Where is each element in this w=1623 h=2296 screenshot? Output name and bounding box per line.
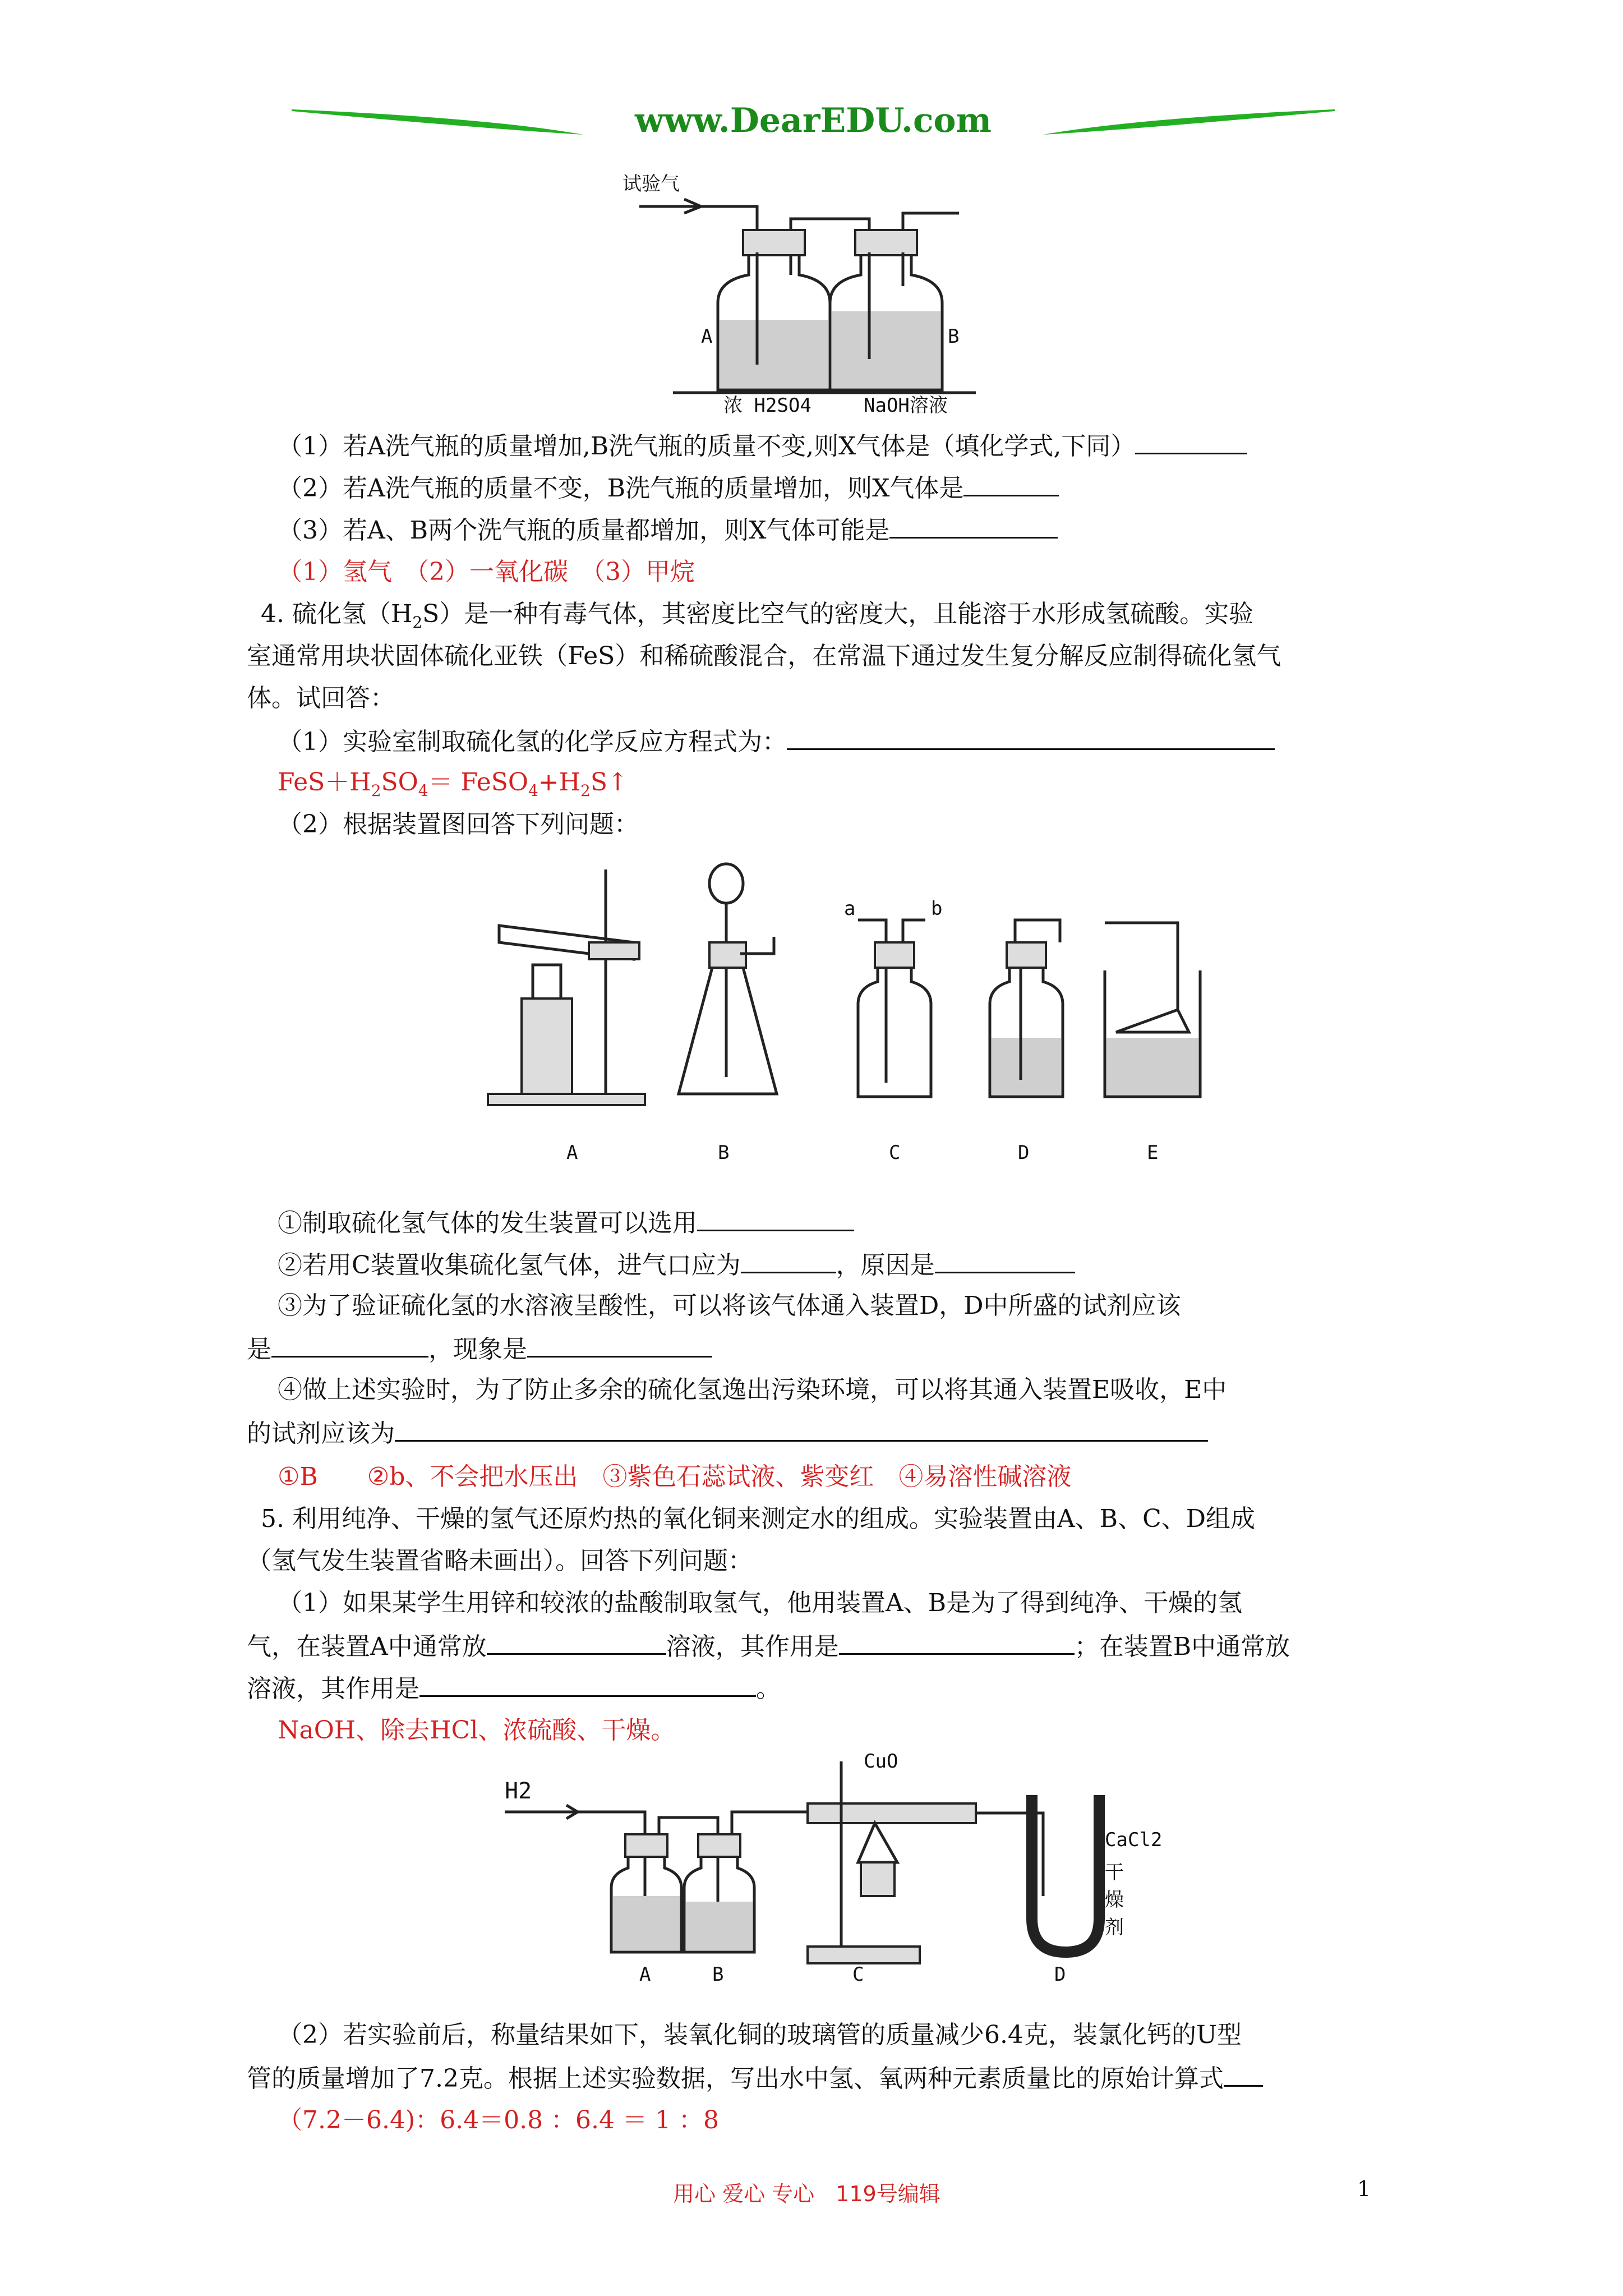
q3-blank-2[interactable] bbox=[963, 470, 1059, 496]
eq-sub-4: 2 bbox=[580, 781, 591, 800]
q4-intro-2: 室通常用块状固体硫化亚铁（FeS）和稀硫酸混合，在常温下通过发生复分解反应制得硫化氢气 bbox=[247, 642, 1281, 670]
q4-answer: ①B ②b、不会把水压出 ③紫色石蕊试液、紫变红 ④易溶性碱溶液 bbox=[278, 1462, 1072, 1491]
q5-p1-text-c: 溶液，其作用是 bbox=[666, 1632, 839, 1661]
q3-line-3 bbox=[278, 512, 1058, 547]
eq-b: SO bbox=[381, 768, 418, 797]
label-fig2-b: B bbox=[718, 1142, 730, 1164]
eq-e: S↑ bbox=[590, 768, 628, 797]
q5-intro-1: 5. 利用纯净、干燥的氢气还原灼热的氧化铜来测定水的组成。实验装置由A、B、C、D组成 bbox=[261, 1504, 1256, 1533]
q4-c3-cont bbox=[247, 1331, 712, 1366]
q5-blank-1[interactable] bbox=[487, 1628, 666, 1655]
q4-c4-cont bbox=[247, 1415, 1208, 1451]
q4-equation bbox=[278, 766, 628, 808]
eq-sub-3: 4 bbox=[528, 781, 538, 800]
label-fig3-b: B bbox=[712, 1963, 724, 1986]
q5-p1-text-f: 。 bbox=[756, 1674, 781, 1703]
q5-p2-text-b: 管的质量增加了7.2克。根据上述实验数据，写出水中氢、氧两种元素质量比的原始计算式 bbox=[247, 2064, 1224, 2093]
q4-c1-blank[interactable] bbox=[697, 1205, 854, 1231]
q5-intro-2: （氢气发生装置省略未画出）。回答下列问题： bbox=[247, 1547, 753, 1575]
q4-c3-blank-2[interactable] bbox=[527, 1331, 712, 1358]
q4-c4-text-b: 的试剂应该为 bbox=[247, 1419, 395, 1448]
q4-c2-text-a: ②若用C装置收集硫化氢气体，进气口应为 bbox=[278, 1251, 741, 1280]
caption-h2so4: 浓 H2SO4 bbox=[723, 394, 811, 417]
q4-c2-blank-1[interactable] bbox=[741, 1247, 836, 1273]
q4-part-2: （2）根据装置图回答下列问题： bbox=[278, 810, 639, 839]
label-fig2-c: C bbox=[889, 1142, 901, 1164]
q5-p1-text-e: 溶液，其作用是 bbox=[247, 1674, 419, 1703]
q3-line-1 bbox=[278, 428, 1247, 463]
label-bottle-a: A bbox=[701, 325, 713, 348]
q5-p1-a: （1）如果某学生用锌和较浓的盐酸制取氢气，他用装置A、B是为了得到纯净、干燥的氢 bbox=[278, 1589, 1243, 1617]
eq-d: +H bbox=[538, 768, 581, 797]
q4-part-1-text: （1）实验室制取硫化氢的化学反应方程式为： bbox=[278, 728, 787, 756]
q3-text-3: （3）若A、B两个洗气瓶的质量都增加，则X气体可能是 bbox=[278, 516, 890, 545]
caption-naoh: NaOH溶液 bbox=[864, 394, 948, 417]
q4-c4: ④做上述实验时，为了防止多余的硫化氢逸出污染环境，可以将其通入装置E吸收，E中 bbox=[278, 1375, 1227, 1404]
q4-c1 bbox=[278, 1205, 854, 1240]
figure-reduction-apparatus bbox=[494, 1750, 1163, 1986]
label-fig3-d: D bbox=[1054, 1963, 1066, 1986]
q3-text-1: （1）若A洗气瓶的质量增加,B洗气瓶的质量不变,则X气体是（填化学式,下同） bbox=[278, 432, 1136, 461]
label-fig2-d: D bbox=[1018, 1142, 1030, 1164]
q3-blank-1[interactable] bbox=[1135, 428, 1247, 454]
q4-part-1 bbox=[278, 724, 1275, 759]
figure-wash-bottles bbox=[617, 168, 998, 415]
q4-c1-text: ①制取硫化氢气体的发生装置可以选用 bbox=[278, 1209, 697, 1237]
q5-blank-2[interactable] bbox=[839, 1628, 1075, 1655]
header-banner bbox=[292, 95, 1335, 157]
label-cuo: CuO bbox=[864, 1750, 898, 1773]
site-title[interactable]: www.DearEDU.com bbox=[634, 101, 992, 140]
q3-text-2: （2）若A洗气瓶的质量不变，B洗气瓶的质量增加，则X气体是 bbox=[278, 474, 964, 503]
q5-p2-a: （2）若实验前后，称量结果如下，装氧化铜的玻璃管的质量减少6.4克，装氯化钙的U型 bbox=[278, 2021, 1242, 2049]
q5-p1-c bbox=[247, 1671, 781, 1706]
figure-apparatus-ae bbox=[477, 858, 1262, 1184]
label-drying-agent: 干燥剂 bbox=[1105, 1861, 1124, 1939]
q4-c3-text-c: ，现象是 bbox=[428, 1335, 527, 1364]
q4-blank-equation[interactable] bbox=[787, 724, 1275, 750]
eq-sub-2: 4 bbox=[418, 781, 428, 800]
q5-p1-b bbox=[247, 1628, 1290, 1664]
label-fig3-a: A bbox=[639, 1963, 651, 1986]
footer-text: 用心 爱心 专心 119号编辑 bbox=[673, 2182, 940, 2206]
q4-intro-3: 体。试回答： bbox=[247, 684, 395, 712]
q4-intro-1 bbox=[261, 597, 1253, 639]
apparatus-ae-drawing bbox=[477, 858, 1262, 1184]
q3-answer: （1）氢气 （2）一氧化碳 （3）甲烷 bbox=[278, 558, 695, 586]
q4-c2 bbox=[278, 1247, 1075, 1282]
q4-c3-text-b: 是 bbox=[247, 1335, 271, 1364]
page-number: 1 bbox=[1357, 2177, 1371, 2201]
q4-intro-1b: S）是一种有毒气体，其密度比空气的密度大，且能溶于水形成氢硫酸。实验 bbox=[422, 600, 1254, 628]
q5-answer-1: NaOH、除去HCl、浓硫酸、干燥。 bbox=[278, 1716, 676, 1745]
q5-p2-b bbox=[247, 2060, 1263, 2096]
label-port-b: b bbox=[931, 898, 943, 920]
q4-sub: 2 bbox=[412, 613, 423, 632]
label-fig2-a: A bbox=[566, 1142, 578, 1164]
label-cacl2: CaCl2 bbox=[1105, 1829, 1163, 1851]
q5-p1-text-b: 气，在装置A中通常放 bbox=[247, 1632, 487, 1661]
eq-c: ＝ FeSO bbox=[428, 768, 528, 797]
wash-bottles-drawing bbox=[617, 168, 998, 415]
q5-blank-3[interactable] bbox=[419, 1671, 756, 1697]
label-fig3-c: C bbox=[852, 1963, 864, 1986]
q4-c2-blank-2[interactable] bbox=[935, 1247, 1075, 1273]
label-bottle-b: B bbox=[948, 325, 960, 348]
q4-c3-blank-1[interactable] bbox=[271, 1331, 428, 1358]
q4-c2-text-b: ，原因是 bbox=[836, 1251, 935, 1280]
label-h2: H2 bbox=[505, 1778, 532, 1804]
label-port-a: a bbox=[844, 898, 856, 920]
q4-c4-blank[interactable] bbox=[395, 1415, 1208, 1442]
reduction-apparatus-drawing bbox=[494, 1750, 1127, 1986]
q4-c3: ③为了验证硫化氢的水溶液呈酸性，可以将该气体通入装置D，D中所盛的试剂应该 bbox=[278, 1291, 1181, 1320]
q5-answer-2: （7.2－6.4)：6.4＝0.8 ：6.4 ＝ 1 ：8 bbox=[278, 2106, 719, 2134]
q5-blank-4[interactable] bbox=[1224, 2060, 1263, 2087]
q4-intro-1a: 4. 硫化氢（H bbox=[261, 600, 413, 628]
label-test-gas: 试验气 bbox=[623, 173, 680, 195]
eq-a: FeS＋H bbox=[278, 768, 371, 797]
label-fig2-e: E bbox=[1147, 1142, 1159, 1164]
eq-sub-1: 2 bbox=[371, 781, 381, 800]
q5-p1-text-d: ；在装置B中通常放 bbox=[1074, 1632, 1290, 1661]
q3-line-2 bbox=[278, 470, 1059, 505]
q3-blank-3[interactable] bbox=[889, 512, 1058, 539]
